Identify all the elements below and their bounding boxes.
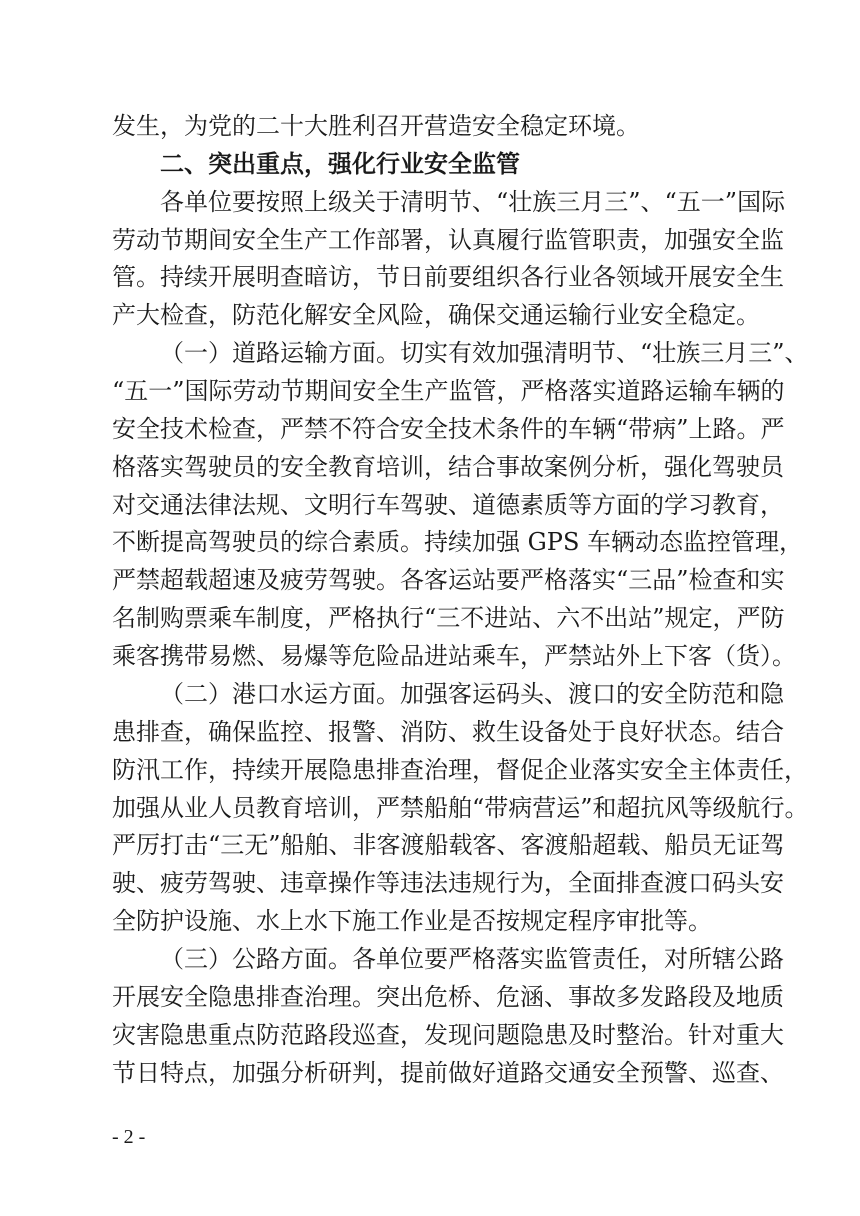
- body-text-line: 安全技术检查，严禁不符合安全技术条件的车辆“带病”上路。严: [112, 415, 785, 443]
- paragraph-first-line: 各单位要按照上级关于清明节、“壮族三月三”、“五一”国际: [160, 188, 786, 216]
- body-text-line: 节日特点，加强分析研判，提前做好道路交通安全预警、巡查、: [112, 1059, 784, 1087]
- body-text-line: 灾害隐患重点防范路段巡查，发现问题隐患及时整治。针对重大: [112, 1021, 784, 1049]
- body-text-line: 严禁超载超速及疲劳驾驶。各客运站要严格落实“三品”检查和实: [112, 566, 785, 594]
- body-text-line: 患排查，确保监控、报警、消防、救生设备处于良好状态。结合: [112, 718, 784, 746]
- body-text-line: 严厉打击“三无”船舶、非客渡船载客、客渡船超载、船员无证驾: [112, 831, 785, 859]
- body-text-line: 产大检查，防范化解安全风险，确保交通运输行业安全稳定。: [112, 301, 760, 329]
- page-number: - 2 -: [112, 1126, 146, 1148]
- section-heading: 二、突出重点，强化行业安全监管: [160, 150, 520, 178]
- body-text-line: 格落实驾驶员的安全教育培训，结合事故案例分析，强化驾驶员: [112, 453, 784, 481]
- body-text-line: “五一”国际劳动节期间安全生产监管，严格落实道路运输车辆的: [112, 377, 785, 405]
- body-text-line: 开展安全隐患排查治理。突出危桥、危涵、事故多发路段及地质: [112, 983, 784, 1011]
- body-text-line: 发生，为党的二十大胜利召开营造安全稳定环境。: [112, 112, 640, 140]
- body-text-line: 劳动节期间安全生产工作部署，认真履行监管职责，加强安全监: [112, 226, 784, 254]
- body-text-line: 对交通法律法规、文明行车驾驶、道德素质等方面的学习教育，: [112, 491, 784, 519]
- body-text-line: 驶、疲劳驾驶、违章操作等违法违规行为，全面排查渡口码头安: [112, 869, 784, 897]
- body-text-line: 管。持续开展明查暗访，节日前要组织各行业各领域开展安全生: [112, 263, 784, 291]
- body-text-line: 加强从业人员教育培训，严禁船舶“带病营运”和超抗风等级航行。: [112, 794, 809, 822]
- paragraph-first-line: （三）公路方面。各单位要严格落实监管责任，对所辖公路: [160, 945, 784, 973]
- body-text-line: 乘客携带易燃、易爆等危险品进站乘车，严禁站外上下客（货）。: [112, 642, 796, 670]
- paragraph-first-line: （一）道路运输方面。切实有效加强清明节、“壮族三月三”、: [160, 339, 809, 367]
- paragraph-first-line: （二）港口水运方面。加强客运码头、渡口的安全防范和隐: [160, 680, 784, 708]
- body-text-line: 全防护设施、水上水下施工作业是否按规定程序审批等。: [112, 907, 712, 935]
- body-text-line: 不断提高驾驶员的综合素质。持续加强 GPS 车辆动态监控管理，: [112, 528, 804, 556]
- body-text-line: 防汛工作，持续开展隐患排查治理，督促企业落实安全主体责任，: [112, 756, 808, 784]
- body-text-line: 名制购票乘车制度，严格执行“三不进站、六不出站”规定，严防: [112, 604, 785, 632]
